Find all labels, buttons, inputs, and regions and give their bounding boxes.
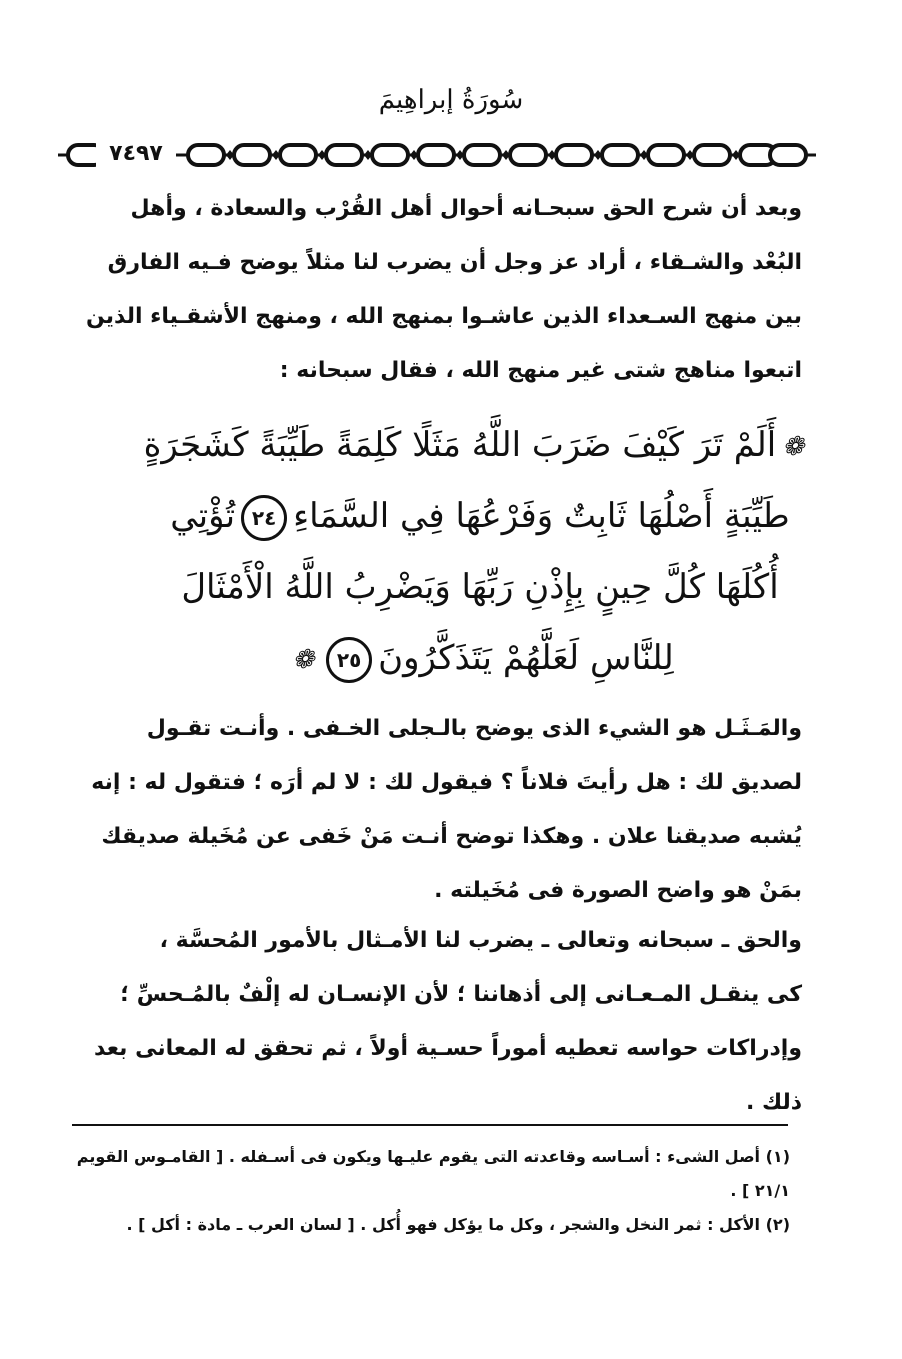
text-line: اتبعوا مناهج شتى غير منهج الله ، فقال سبحانه :: [279, 358, 802, 383]
text-line: والحق ـ سبحانه وتعالى ـ يضرب لنا الأمـثال بالأمور المُحسَّة ،: [159, 928, 802, 953]
verse-line: [150, 481, 810, 552]
footnotes: [76, 1140, 790, 1242]
text-line: ذلك .: [745, 1090, 802, 1115]
verse-line: [150, 623, 810, 694]
verse-text: طَيِّبَةٍ أَصْلُهَا ثَابِتٌ وَفَرْعُهَا فِي السَّمَاءِ: [293, 496, 790, 536]
text-line: البُعْد والشـقاء ، أراد عز وجل أن يضرب لنا مثلاً يوضح فـيه الفارق: [107, 250, 802, 275]
text-line: والمَـثَـل هو الشيء الذى يوضح بالـجلى الخـفى . وأنـت تقـول: [146, 716, 802, 741]
text-line: بين منهج السـعداء الذين عاشـوا بمنهج الله ، ومنهج الأشقـياء الذين: [85, 304, 802, 329]
verse-line: [143, 410, 810, 481]
text-line: وإدراكات حواسه تعطيه أموراً حسـية أولاً ، ثم تحقق له المعانى بعد: [94, 1036, 802, 1061]
verse-number: ٢٤: [241, 495, 287, 541]
verse-line: [150, 552, 810, 623]
quran-verse: [143, 410, 810, 694]
text-line: وبعد أن شرح الحق سبحـانه أحوال أهل القُرْب والسعادة ، وأهل: [130, 196, 802, 221]
verse-number: ٢٥: [326, 637, 372, 683]
body-paragraph-2: [82, 914, 802, 1130]
footnote-line: (١) أصل الشىء : أسـاسه وقاعدته التى يقوم عليـها ويكون فى أسـفله . [ القامـوس القويم: [76, 1147, 790, 1166]
text-line: يُشبه صديقنا علان . وهكذا توضح أنـت مَنْ خَفى عن مُخَيلة صديقك: [101, 824, 802, 849]
text-line: لصديق لك : هل رأيتَ فلاناً ؟ فيقول لك : لا لم أرَه ؛ فتقول له : إنه: [91, 770, 802, 795]
verse-ornament-icon: ❁: [292, 644, 315, 675]
footnote-line: ٢١/١ ] .: [730, 1181, 790, 1200]
verse-text: تُؤْتِي: [170, 496, 236, 536]
intro-paragraph: [82, 182, 802, 398]
text-line: بمَنْ هو واضح الصورة فى مُخَيلته .: [434, 878, 802, 903]
surah-title: سُورَةُ إبراهِيمَ: [378, 85, 524, 115]
text-line: كى ينقـل المـعـانى إلى أذهاننا ؛ لأن الإنسـان له إلْفٌ بالمُـحسِّ ؛: [120, 982, 802, 1007]
body-paragraph-1: [82, 702, 802, 918]
verse-ornament-icon: ❁: [782, 431, 804, 462]
footnote-divider: [72, 1124, 788, 1126]
footnote-line: (٢) الأكل : ثمر النخل والشجر ، وكل ما يؤكل فهو أُكل . [ لسان العرب ـ مادة : أكل ] .: [126, 1215, 790, 1234]
verse-text: أَلَمْ تَرَ كَيْفَ ضَرَبَ اللَّهُ مَثَلًا كَلِمَةً طَيِّبَةً كَشَجَرَةٍ: [143, 425, 777, 465]
verse-text: أُكُلَهَا كُلَّ حِينٍ بِإِذْنِ رَبِّهَا وَيَضْرِبُ اللَّهُ الْأَمْثَالَ: [181, 567, 779, 607]
verse-text: لِلنَّاسِ لَعَلَّهُمْ يَتَذَكَّرُونَ: [378, 638, 674, 678]
page-number: ٧٤٩٧: [96, 138, 176, 170]
